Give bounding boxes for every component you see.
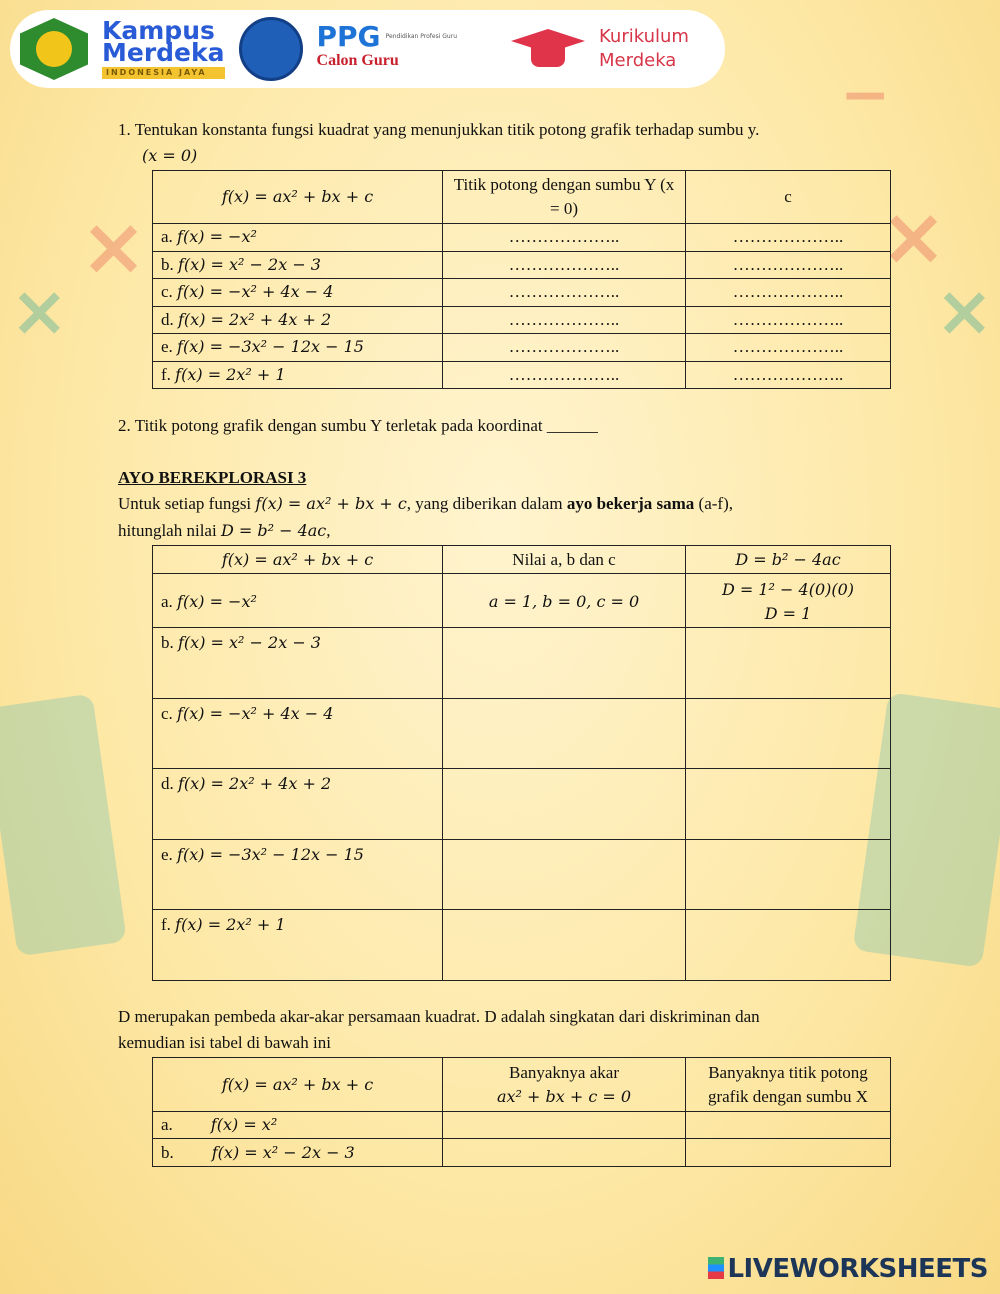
answer-cell[interactable]: ……………….. — [686, 224, 891, 252]
table-row: e. f(x) = −3x² − 12x − 15 ……………….. ……………….. — [153, 334, 891, 362]
ppg-calon-guru-logo: PPG $^{Pendidikan Profesi Guru}$ Calon Guru — [316, 20, 457, 69]
header-d: D = b² − 4ac — [686, 546, 891, 574]
answer-cell[interactable] — [443, 628, 686, 699]
decor-x-icon: × — [880, 190, 948, 283]
graduation-cap-icon — [511, 29, 585, 69]
table-row: b. f(x) = x² − 2x − 3 — [153, 628, 891, 699]
discriminant-text-2: kemudian isi tabel di bawah ini — [118, 1033, 331, 1052]
table-roots — [152, 1057, 891, 1167]
table-row: d. f(x) = 2x² + 4x + 2 ……………….. ……………….. — [153, 306, 891, 334]
table-row: b. f(x) = x² − 2x − 3 — [153, 1139, 891, 1167]
answer-cell[interactable]: ……………….. — [443, 334, 686, 362]
table-y-intercept — [152, 170, 891, 389]
answer-cell[interactable] — [443, 1112, 686, 1139]
decor-calculator-icon — [0, 694, 127, 957]
answer-cell[interactable] — [686, 839, 891, 910]
answer-cell[interactable] — [443, 839, 686, 910]
answer-cell[interactable] — [443, 698, 686, 769]
kampus-merdeka-logo: Kampus Merdeka INDONESIA JAYA — [102, 15, 225, 77]
header-y-intercept: Titik potong dengan sumbu Y (x = 0) — [443, 171, 686, 224]
header-c: c — [686, 171, 891, 224]
header-x-intercepts: Banyaknya titik potong grafik dengan sumbu X — [686, 1058, 891, 1112]
table-row: b. f(x) = x² − 2x − 3 ……………….. ……………….. — [153, 251, 891, 279]
table-row: f. f(x) = 2x² + 1 — [153, 910, 891, 981]
table-row: a. f(x) = −x² ……………….. ……………….. — [153, 224, 891, 252]
liveworksheets-logo: LIVEWORKSHEETS — [708, 1254, 988, 1284]
decor-x-icon: × — [80, 200, 148, 293]
question-1-text: 1. Tentukan konstanta fungsi kuadrat yang menunjukkan titik potong grafik terhadap sumbu y. — [118, 120, 760, 139]
table-row: c. f(x) = −x² + 4x − 4 ……………….. ……………….. — [153, 279, 891, 307]
answer-cell[interactable] — [443, 769, 686, 840]
table-row: e. f(x) = −3x² − 12x − 15 — [153, 839, 891, 910]
decor-x-icon: × — [10, 270, 69, 352]
answer-cell[interactable] — [686, 1139, 891, 1167]
answer-cell[interactable]: ……………….. — [443, 361, 686, 389]
explore-instruction-2: hitunglah nilai D = b² − 4ac, — [118, 521, 331, 540]
answer-cell[interactable]: ……………….. — [443, 224, 686, 252]
answer-cell[interactable] — [686, 1112, 891, 1139]
table-row: a. f(x) = x² — [153, 1112, 891, 1139]
answer-cell[interactable]: ……………….. — [686, 279, 891, 307]
header-abc: Nilai a, b dan c — [443, 546, 686, 574]
answer-cell[interactable] — [686, 628, 891, 699]
header-function: f(x) = ax² + bx + c — [153, 1058, 443, 1112]
explore-instruction: Untuk setiap fungsi f(x) = ax² + bx + c, yang diberikan dalam ayo bekerja sama (a-f), — [118, 494, 733, 513]
answer-cell[interactable]: ……………….. — [443, 306, 686, 334]
question-1-condition: (x = 0) — [142, 146, 198, 165]
answer-cell[interactable] — [443, 1139, 686, 1167]
answer-cell[interactable]: ……………….. — [443, 251, 686, 279]
answer-cell[interactable] — [443, 910, 686, 981]
answer-cell[interactable]: ……………….. — [443, 279, 686, 307]
answer-cell[interactable]: ……………….. — [686, 251, 891, 279]
answer-cell[interactable]: a = 1, b = 0, c = 0 — [443, 574, 686, 628]
answer-cell[interactable]: D = 1² − 4(0)(0) D = 1 — [686, 574, 891, 628]
kurikulum-merdeka-logo: Kurikulum Merdeka — [599, 26, 689, 71]
table-discriminant — [152, 545, 891, 981]
answer-cell[interactable] — [686, 910, 891, 981]
discriminant-text: D merupakan pembeda akar-akar persamaan kuadrat. D adalah singkatan dari diskriminan dan — [118, 1007, 760, 1026]
table-row: a. f(x) = −x² a = 1, b = 0, c = 0 D = 1² − 4(0)(0) D = 1 — [153, 574, 891, 628]
header-function: f(x) = ax² + bx + c — [153, 171, 443, 224]
decor-x-icon: × — [935, 270, 994, 352]
university-seal-logo — [20, 18, 88, 80]
table-row: c. f(x) = −x² + 4x − 4 — [153, 698, 891, 769]
table-row: f. f(x) = 2x² + 1 ……………….. ……………….. — [153, 361, 891, 389]
table-row: d. f(x) = 2x² + 4x + 2 — [153, 769, 891, 840]
section-title: AYO BEREKPLORASI 3 — [118, 468, 307, 487]
question-2-text: 2. Titik potong grafik dengan sumbu Y terletak pada koordinat ______ — [118, 416, 598, 435]
header-logos — [10, 10, 725, 88]
header-function: f(x) = ax² + bx + c — [153, 546, 443, 574]
header-number-of-roots: Banyaknya akar ax² + bx + c = 0 — [443, 1058, 686, 1112]
answer-cell[interactable]: ……………….. — [686, 361, 891, 389]
answer-cell[interactable]: ……………….. — [686, 334, 891, 362]
answer-cell[interactable] — [686, 769, 891, 840]
decor-minus-icon: − — [840, 60, 891, 130]
tut-wuri-handayani-logo — [239, 17, 303, 81]
answer-cell[interactable] — [686, 698, 891, 769]
answer-cell[interactable]: ……………….. — [686, 306, 891, 334]
